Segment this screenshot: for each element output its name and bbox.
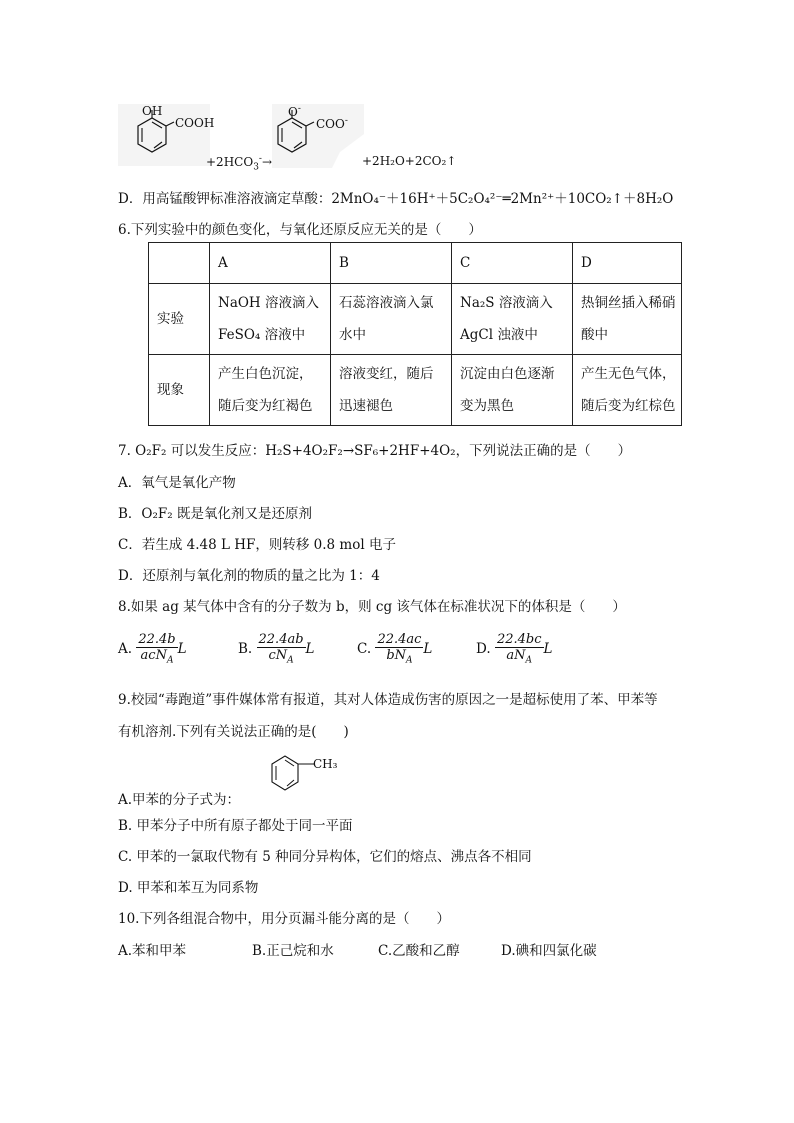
phenomenon-d	[573, 355, 682, 426]
q9-option-b: B. 甲苯分子中所有原子都处于同一平面	[118, 818, 353, 834]
option-d-q5: D．用高锰酸钾标准溶液滴定草酸：2MnO₄⁻＋16H⁺＋5C₂O₄²⁻═2Mn²⁺＋10CO₂↑＋8H₂O	[118, 191, 674, 207]
experiment-table	[148, 242, 682, 426]
table-corner	[149, 243, 210, 284]
q8-d-den: aN	[506, 648, 526, 663]
reaction-arrow: →	[261, 155, 273, 169]
obs-c-l2: 变为黑色	[460, 398, 514, 414]
q8-a-label: A.	[118, 640, 133, 657]
obs-d-l1: 产生无色气体，	[581, 366, 676, 382]
q8-b-unit: L	[305, 640, 315, 657]
q10-option-a: A.苯和甲苯	[118, 943, 187, 959]
o-minus-text: O	[288, 105, 298, 119]
experiment-b	[331, 284, 452, 355]
header-a: A	[210, 243, 331, 284]
q8-a-den-wrap	[136, 648, 177, 666]
exp-a-l2: FeSO₄ 溶液中	[218, 327, 306, 343]
phenomenon-c	[452, 355, 573, 426]
q10-option-d: D.碘和四氯化碳	[501, 943, 597, 959]
obs-c-l1: 沉淀由白色逐渐	[460, 366, 555, 382]
q7-option-a: A．氧气是氧化产物	[118, 475, 236, 491]
header-d: D	[573, 243, 682, 284]
hco3-sup: -	[258, 154, 262, 164]
q8-stem: 8.如果 ag 某气体中含有的分子数为 b，则 cg 该气体在标准状况下的体积是（ ）	[118, 599, 626, 615]
q8-c-den-wrap	[375, 648, 423, 666]
q8-a-den: acN	[140, 648, 167, 663]
o-minus-label	[288, 104, 301, 119]
row-label-experiment: 实验	[149, 284, 210, 355]
q8-d-den-wrap	[495, 648, 544, 666]
header-c: C	[452, 243, 573, 284]
phenomenon-b	[331, 355, 452, 426]
products-text: +2H₂O+2CO₂↑	[362, 154, 457, 168]
hco3-term	[206, 154, 272, 172]
header-b: B	[331, 243, 452, 284]
q8-b-num: 22.4ab	[258, 632, 304, 647]
obs-b-l2: 迅速褪色	[339, 398, 393, 414]
salicylic-acid-structure	[118, 104, 210, 166]
q8-b-den-sub: A	[287, 655, 294, 666]
q9-option-c: C. 甲苯的一氯取代物有 5 种同分异构体，它们的熔点、沸点各不相同	[118, 849, 532, 865]
q8-b-label: B.	[238, 640, 253, 657]
q8-b-den-wrap	[257, 648, 306, 666]
exp-c-l2: AgCl 浊液中	[460, 327, 538, 343]
q9-stem-line2: 有机溶剂.下列有关说法正确的是( )	[118, 724, 349, 740]
obs-a-l2: 随后变为红褐色	[218, 398, 313, 414]
q7-option-c: C．若生成 4.48 L HF，则转移 0.8 mol 电子	[118, 537, 396, 553]
phenomenon-a	[210, 355, 331, 426]
q10-option-b: B.正己烷和水	[252, 943, 334, 959]
q8-b-fraction	[257, 632, 306, 666]
exp-b-l2: 水中	[339, 327, 366, 343]
q9-option-d: D. 甲苯和苯互为同系物	[118, 880, 259, 896]
q8-b-den: cN	[268, 648, 288, 663]
q8-d-label: D.	[476, 640, 491, 657]
coo-minus-charge: -	[344, 116, 348, 126]
oh-label: OH	[142, 104, 163, 118]
q8-option-c	[357, 632, 432, 666]
hco3-sub: 3	[253, 162, 259, 173]
exp-b-l1: 石蕊溶液滴入氯	[339, 295, 434, 311]
obs-a-l1: 产生白色沉淀，	[218, 366, 313, 382]
q8-a-fraction	[136, 632, 177, 666]
q8-d-unit: L	[543, 640, 553, 657]
o-minus-charge: -	[297, 104, 301, 114]
q8-option-a	[118, 632, 187, 666]
q7-stem: 7. O₂F₂ 可以发生反应：H₂S+4O₂F₂→SF₆+2HF+4O₂，下列说法正确的是（ ）	[118, 443, 632, 459]
q8-c-num: 22.4ac	[377, 632, 422, 647]
q8-a-num: 22.4b	[138, 632, 176, 647]
q9-option-a: A.甲苯的分子式为：	[118, 792, 241, 808]
obs-b-l1: 溶液变红，随后	[339, 366, 434, 382]
q8-option-d	[476, 632, 552, 666]
q8-a-den-sub: A	[166, 655, 174, 666]
experiment-c	[452, 284, 573, 355]
q8-d-den-sub: A	[525, 655, 533, 666]
q8-option-b	[238, 632, 315, 666]
q8-a-unit: L	[177, 640, 187, 657]
q7-option-b: B．O₂F₂ 既是氧化剂又是还原剂	[118, 506, 312, 522]
experiment-d	[573, 284, 682, 355]
q8-c-unit: L	[423, 640, 433, 657]
q8-d-fraction	[495, 632, 544, 666]
q8-d-num: 22.4bc	[496, 632, 542, 647]
toluene-structure	[266, 748, 316, 802]
salicylate-structure	[272, 104, 364, 168]
obs-d-l2: 随后变为红棕色	[581, 398, 676, 414]
coo-minus-text: COO	[316, 117, 345, 131]
hco3-text: +2HCO	[206, 155, 254, 169]
ch3-label: CH₃	[313, 757, 338, 771]
exp-a-l1: NaOH 溶液滴入	[218, 295, 319, 311]
cooh-label: COOH	[175, 116, 215, 130]
exp-d-l2: 酸中	[581, 327, 608, 343]
q7-option-d: D．还原剂与氧化剂的物质的量之比为 1：4	[118, 568, 380, 584]
q8-c-den-sub: A	[406, 655, 413, 666]
exp-d-l1: 热铜丝插入稀硝	[581, 295, 676, 311]
q8-c-den: bN	[386, 648, 407, 663]
q8-c-fraction	[375, 632, 423, 666]
coo-minus-label	[316, 116, 348, 131]
row-label-phenomenon: 现象	[149, 355, 210, 426]
q10-option-c: C.乙酸和乙醇	[378, 943, 460, 959]
experiment-a	[210, 284, 331, 355]
q8-c-label: C.	[357, 640, 372, 657]
q9-stem-line1: 9.校园“毒跑道”事件媒体常有报道，其对人体造成伤害的原因之一是超标使用了苯、甲苯等	[118, 692, 658, 708]
q10-stem: 10.下列各组混合物中，用分页漏斗能分离的是（ ）	[118, 911, 450, 927]
exp-c-l1: Na₂S 溶液滴入	[460, 295, 553, 311]
q6-stem: 6.下列实验中的颜色变化，与氧化还原反应无关的是（ ）	[118, 222, 482, 238]
